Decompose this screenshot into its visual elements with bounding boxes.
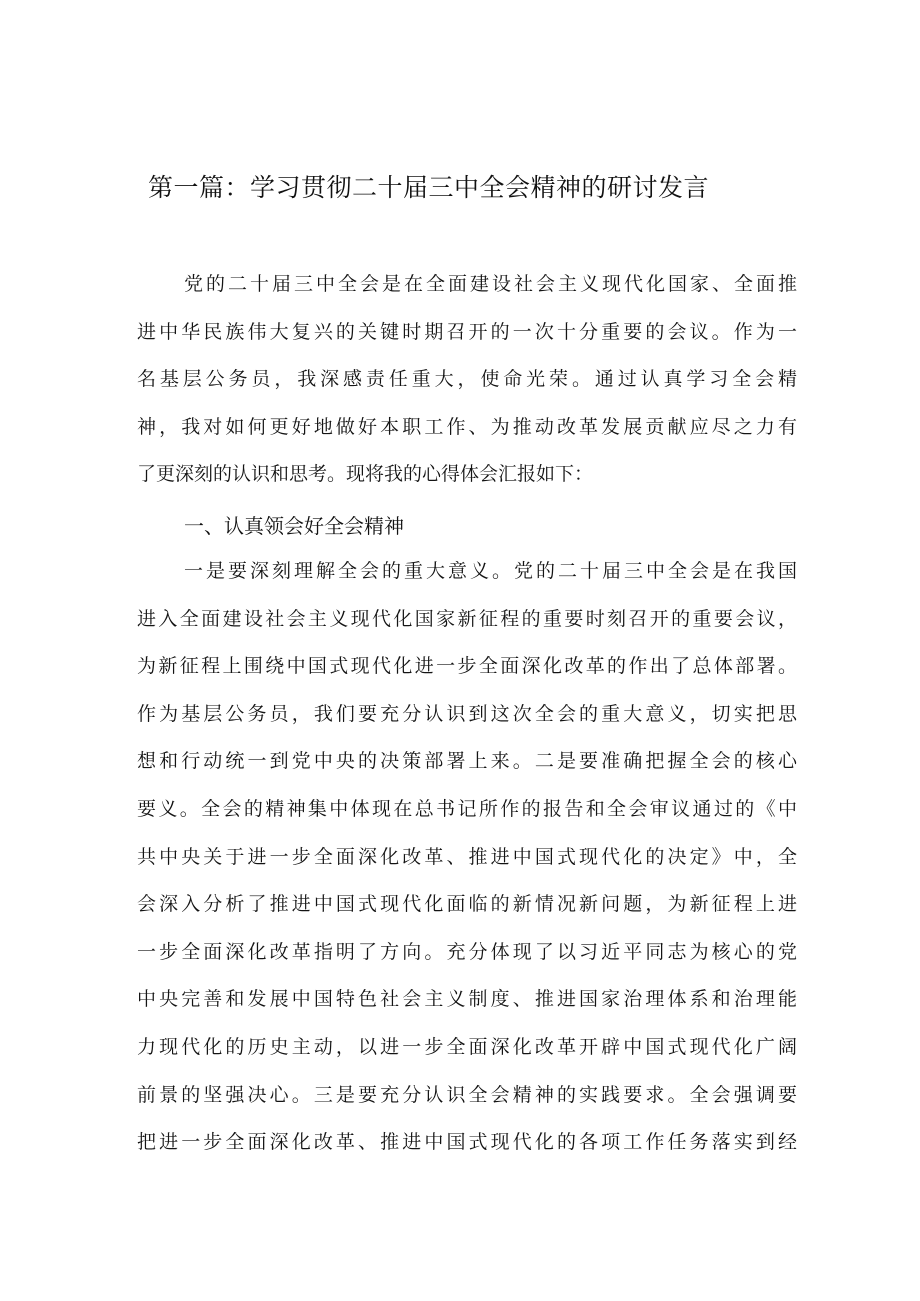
- paragraph-line: 前景的坚强决心。三是要充分认识全会精神的实践要求。全会强调要: [137, 1083, 797, 1106]
- paragraph-line: 力现代化的历史主动，以进一步全面深化改革开辟中国式现代化广阔: [137, 1035, 797, 1058]
- paragraph-line: 为新征程上围绕中国式现代化进一步全面深化改革的作出了总体部署。: [137, 655, 797, 678]
- paragraph-line: 名基层公务员，我深感责任重大，使命光荣。通过认真学习全会精: [137, 368, 797, 391]
- paragraph-line: 要义。全会的精神集中体现在总书记所作的报告和全会审议通过的《中: [137, 797, 797, 820]
- paragraph-line: 会深入分析了推进中国式现代化面临的新情况新问题，为新征程上进: [137, 893, 797, 916]
- paragraph-line: 把进一步全面深化改革、推进中国式现代化的各项工作任务落实到经: [137, 1131, 797, 1154]
- paragraph-line: 了更深刻的认识和思考。现将我的心得体会汇报如下：: [137, 463, 594, 486]
- document-title: 第一篇：学习贯彻二十届三中全会精神的研讨发言: [148, 173, 710, 202]
- intro-paragraph: [137, 261, 797, 499]
- paragraph-line: 进入全面建设社会主义现代化国家新征程的重要时刻召开的重要会议，: [137, 607, 797, 630]
- paragraph-line: 想和行动统一到党中央的决策部署上来。二是要准确把握全会的核心: [137, 750, 797, 773]
- section-paragraph: [137, 548, 797, 1167]
- paragraph-line: 神，我对如何更好地做好本职工作、为推动改革发展贡献应尽之力有: [137, 415, 797, 438]
- paragraph-line: 中央完善和发展中国特色社会主义制度、推进国家治理体系和治理能: [137, 988, 797, 1011]
- paragraph-line: 一是要深刻理解全会的重大意义。党的二十届三中全会是在我国: [184, 560, 797, 582]
- paragraph-line: 进中华民族伟大复兴的关键时期召开的一次十分重要的会议。作为一: [137, 320, 797, 343]
- paragraph-line: 作为基层公务员，我们要充分认识到这次全会的重大意义，切实把思: [137, 702, 797, 725]
- paragraph-line: 共中央关于进一步全面深化改革、推进中国式现代化的决定》中，全: [137, 845, 797, 868]
- paragraph-line: 一步全面深化改革指明了方向。充分体现了以习近平同志为核心的党: [137, 940, 797, 963]
- paragraph-line: 党的二十届三中全会是在全面建设社会主义现代化国家、全面推: [184, 273, 797, 295]
- section-heading: 一、认真领会好全会精神: [184, 514, 404, 538]
